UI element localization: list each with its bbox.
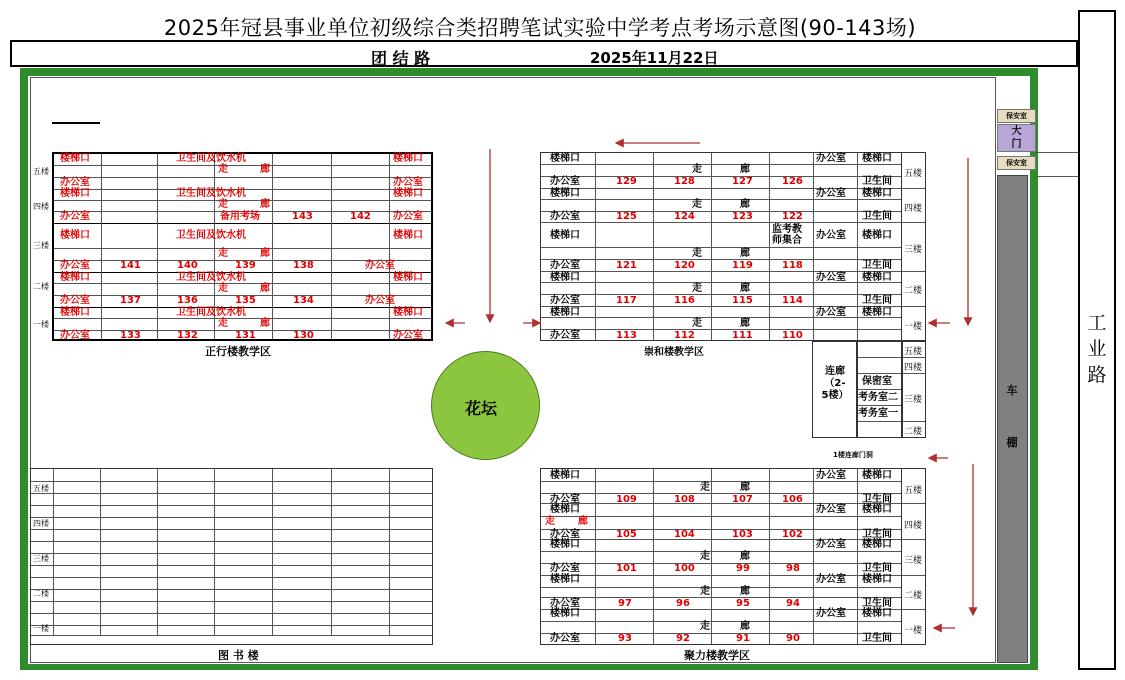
- ch-floor-4: 四楼: [904, 204, 923, 214]
- zx2-corr-a: 走: [218, 283, 228, 294]
- jl3-stairs: 楼梯口: [550, 574, 580, 585]
- room-131: 131: [235, 330, 256, 341]
- jl-floor-1: 一楼: [904, 626, 923, 636]
- ch3-office-r: 办公室: [816, 230, 846, 241]
- room-110: 110: [782, 330, 803, 341]
- room-133: 133: [120, 330, 141, 341]
- jl3-stairs-r: 楼梯口: [862, 539, 892, 550]
- ch2-office-r: 办公室: [816, 272, 846, 283]
- room-123: 123: [732, 211, 753, 222]
- lib-floor-2: 二楼: [33, 589, 49, 598]
- zx2-office-left: 办公室: [60, 295, 90, 306]
- jl3-office: 办公室: [550, 563, 580, 574]
- jl2-corr-b: 廊: [740, 586, 750, 597]
- room-98: 98: [786, 563, 800, 574]
- room-93: 93: [618, 633, 632, 644]
- room-107: 107: [732, 494, 753, 505]
- ch2-wc: 卫生间: [862, 295, 892, 306]
- jl1-office-r: 办公室: [816, 608, 846, 619]
- zx4-backup-room: 备用考场: [220, 211, 260, 222]
- room-92: 92: [676, 633, 690, 644]
- exam-date: 2025年11月22日: [590, 49, 719, 67]
- jl5-stairs-2: 楼梯口: [550, 504, 580, 515]
- room-114: 114: [782, 295, 803, 306]
- room-140: 140: [177, 260, 198, 271]
- ch4-corr-a: 走: [692, 199, 702, 210]
- exam-office-1: 考务室二: [858, 392, 898, 403]
- ch3-stairs: 楼梯口: [550, 230, 580, 241]
- lib-floor-4: 四楼: [33, 519, 49, 528]
- car-shed-label: 车 棚: [1006, 384, 1018, 449]
- ch5-stairs-r: 楼梯口: [862, 153, 892, 164]
- ch3-corr-b: 廊: [740, 248, 750, 259]
- room-127: 127: [732, 176, 753, 187]
- ch3-office: 办公室: [550, 260, 580, 271]
- room-102: 102: [782, 529, 803, 540]
- zx5-office-right: 办公室: [393, 177, 423, 188]
- jl1-corr-b: 廊: [740, 621, 750, 632]
- jl-floor-3: 三楼: [904, 556, 923, 566]
- room-97: 97: [618, 598, 632, 609]
- lib-floor-5: 五楼: [33, 484, 49, 493]
- guard-room-south: 保安室: [997, 156, 1036, 170]
- jl4-corr-b: 廊: [578, 516, 588, 527]
- room-129: 129: [616, 176, 637, 187]
- jl5-corr-b: 廊: [740, 482, 750, 493]
- ch5-corr-a: 走: [692, 164, 702, 175]
- jl5-office: 办公室: [550, 494, 580, 505]
- room-135: 135: [235, 295, 256, 306]
- ch4-wc: 卫生间: [862, 211, 892, 222]
- lib-floor-3: 三楼: [33, 554, 49, 563]
- jl3-corr-b: 廊: [740, 551, 750, 562]
- lib-floor-1: 一楼: [33, 624, 49, 633]
- connector-label: 连廊 （2- 5楼）: [821, 366, 849, 401]
- room-117: 117: [616, 295, 637, 306]
- ch5-office: 办公室: [550, 176, 580, 187]
- jl4-office-r: 办公室: [816, 504, 846, 515]
- room-132: 132: [177, 330, 198, 341]
- zx5-corr-a: 走: [218, 164, 228, 175]
- ch2-corr-b: 廊: [740, 283, 750, 294]
- room-124: 124: [674, 211, 695, 222]
- room-100: 100: [674, 563, 695, 574]
- room-139: 139: [235, 260, 256, 271]
- zx2-stairs-left: 楼梯口: [60, 272, 90, 283]
- zx3-wc: 卫生间及饮水机: [176, 230, 246, 241]
- page-title: 2025年冠县事业单位初级综合类招聘笔试实验中学考点考场示意图(90-143场): [163, 16, 917, 40]
- room-113: 113: [616, 330, 637, 341]
- jl2-stairs: 楼梯口: [550, 608, 580, 619]
- ch1-stairs: 楼梯口: [550, 307, 580, 318]
- room-120: 120: [674, 260, 695, 271]
- zx-floor-2: 二楼: [33, 282, 49, 291]
- room-138: 138: [293, 260, 314, 271]
- room-95: 95: [736, 598, 750, 609]
- zx5-stairs-left: 楼梯口: [60, 153, 90, 164]
- room-121: 121: [616, 260, 637, 271]
- room-136: 136: [177, 295, 198, 306]
- room-90: 90: [786, 633, 800, 644]
- zx1-office-right: 办公室: [393, 330, 423, 341]
- room-103: 103: [732, 529, 753, 540]
- ch3-invigilator: 监考教 师集合: [772, 224, 802, 246]
- room-119: 119: [732, 260, 753, 271]
- zx3-stairs-left: 楼梯口: [60, 230, 90, 241]
- zx4-stairs-right: 楼梯口: [393, 188, 423, 199]
- jl5-corr-a: 走: [700, 482, 710, 493]
- zx1-office-left: 办公室: [60, 330, 90, 341]
- room-141: 141: [120, 260, 141, 271]
- zx4-office-left: 办公室: [60, 211, 90, 222]
- ch2-stairs: 楼梯口: [550, 272, 580, 283]
- zx4-corr-b: 廊: [260, 199, 270, 210]
- jl4-stairs: 楼梯口: [550, 539, 580, 550]
- ch-floor-2: 二楼: [904, 286, 923, 296]
- main-gate: 大 门: [997, 124, 1036, 152]
- room-111: 111: [732, 330, 753, 341]
- room-130: 130: [293, 330, 314, 341]
- room-137: 137: [120, 295, 141, 306]
- jl4-wc: 卫生间: [862, 529, 892, 540]
- room-99: 99: [736, 563, 750, 574]
- zx2-wc: 卫生间及饮水机: [176, 272, 246, 283]
- room-118: 118: [782, 260, 803, 271]
- ch4-office: 办公室: [550, 211, 580, 222]
- zx-floor-4: 四楼: [33, 202, 49, 211]
- zx3-office-right: 办公室: [365, 260, 395, 271]
- zx1-stairs-right: 楼梯口: [393, 307, 423, 318]
- room-125: 125: [616, 211, 637, 222]
- room-105: 105: [616, 529, 637, 540]
- flower-bed-label: 花坛: [465, 399, 498, 418]
- ch-floor-1: 一楼: [904, 322, 923, 332]
- room-128: 128: [674, 176, 695, 187]
- zx1-stairs-left: 楼梯口: [60, 307, 90, 318]
- jl5-stairs: 楼梯口: [550, 470, 580, 481]
- ch1-corr-a: 走: [692, 318, 702, 329]
- zx1-wc: 卫生间及饮水机: [176, 307, 246, 318]
- jl3-office-r: 办公室: [816, 539, 846, 550]
- room-104: 104: [674, 529, 695, 540]
- ch2-corr-a: 走: [692, 283, 702, 294]
- ch1-office: 办公室: [550, 330, 580, 341]
- ch4-stairs: 楼梯口: [550, 188, 580, 199]
- ch3-wc: 卫生间: [862, 260, 892, 271]
- jl1-wc: 卫生间: [862, 633, 892, 644]
- zx-floor-5: 五楼: [33, 167, 49, 176]
- eo-floor-4: 四楼: [904, 363, 923, 373]
- room-122: 122: [782, 211, 803, 222]
- zx4-stairs-left: 楼梯口: [60, 188, 90, 199]
- room-142: 142: [350, 211, 371, 222]
- zx4-corr-a: 走: [218, 199, 228, 210]
- ch4-corr-b: 廊: [740, 199, 750, 210]
- ch5-stairs: 楼梯口: [550, 153, 580, 164]
- eo-floor-5: 五楼: [904, 347, 923, 357]
- tuanjie-road-label: 团 结 路: [371, 49, 431, 68]
- jl1-stairs-r: 楼梯口: [862, 608, 892, 619]
- ch1-corr-b: 廊: [740, 318, 750, 329]
- ch5-wc: 卫生间: [862, 176, 892, 187]
- ch1-office-r: 办公室: [816, 307, 846, 318]
- jl-floor-5: 五楼: [904, 486, 923, 496]
- jl5-wc: 卫生间: [862, 494, 892, 505]
- room-101: 101: [616, 563, 637, 574]
- zx-floor-1: 一楼: [33, 320, 49, 329]
- jl-floor-2: 二楼: [904, 591, 923, 601]
- zx3-office-left: 办公室: [60, 260, 90, 271]
- eo-floor-2: 二楼: [904, 427, 923, 437]
- secret-room: 保密室: [862, 376, 892, 387]
- room-91: 91: [736, 633, 750, 644]
- room-115: 115: [732, 295, 753, 306]
- room-112: 112: [674, 330, 695, 341]
- jl1-office: 办公室: [550, 633, 580, 644]
- ch5-corr-b: 廊: [740, 164, 750, 175]
- zx-floor-3: 三楼: [33, 241, 49, 250]
- jl2-corr-a: 走: [700, 586, 710, 597]
- ch4-office-r: 办公室: [816, 188, 846, 199]
- jl2-office-r: 办公室: [816, 574, 846, 585]
- ch2-office: 办公室: [550, 295, 580, 306]
- zx5-wc: 卫生间及饮水机: [176, 153, 246, 164]
- zx4-wc: 卫生间及饮水机: [176, 188, 246, 199]
- jl4-corr-a: 走: [545, 516, 555, 527]
- ch2-stairs-r: 楼梯口: [862, 272, 892, 283]
- zx3-corr-b: 廊: [260, 248, 270, 259]
- room-143: 143: [292, 211, 313, 222]
- zx2-corr-b: 廊: [260, 283, 270, 294]
- chonghe-building-name: 崇和楼教学区: [644, 347, 704, 358]
- ch3-corr-a: 走: [692, 248, 702, 259]
- zx3-stairs-right: 楼梯口: [393, 230, 423, 241]
- room-108: 108: [674, 494, 695, 505]
- ch4-stairs-r: 楼梯口: [862, 188, 892, 199]
- ch-floor-5: 五楼: [904, 169, 923, 179]
- room-126: 126: [782, 176, 803, 187]
- room-116: 116: [674, 295, 695, 306]
- zx1-corr-a: 走: [218, 318, 228, 329]
- jl3-corr-a: 走: [700, 551, 710, 562]
- guard-room-north: 保安室: [997, 109, 1036, 123]
- ch3-stairs-r: 楼梯口: [862, 230, 892, 241]
- zx2-office-right: 办公室: [365, 295, 395, 306]
- ch-floor-3: 三楼: [904, 245, 923, 255]
- zx5-corr-b: 廊: [260, 164, 270, 175]
- jl4-office: 办公室: [550, 529, 580, 540]
- jl2-wc: 卫生间: [862, 598, 892, 609]
- gongye-road-label: 工 业 路: [1087, 312, 1107, 386]
- jl2-office: 办公室: [550, 598, 580, 609]
- library-building-name: 图 书 楼: [218, 649, 259, 662]
- juli-building-name: 聚力楼教学区: [684, 649, 750, 662]
- zhengxing-building-name: 正行楼教学区: [205, 345, 271, 358]
- eo-floor-3: 三楼: [904, 395, 923, 405]
- jl5-stairs-r: 楼梯口: [862, 470, 892, 481]
- ch1-stairs-r: 楼梯口: [862, 307, 892, 318]
- 1f-corridor-doorway: 1楼连廊门洞: [833, 451, 873, 459]
- room-96: 96: [676, 598, 690, 609]
- ch5-office-r: 办公室: [816, 153, 846, 164]
- jl3-wc: 卫生间: [862, 563, 892, 574]
- exam-office-2: 考务室一: [858, 408, 898, 419]
- room-134: 134: [293, 295, 314, 306]
- jl5-office-r: 办公室: [816, 470, 846, 481]
- jl2-stairs-r: 楼梯口: [862, 574, 892, 585]
- room-109: 109: [616, 494, 637, 505]
- zx5-stairs-right: 楼梯口: [393, 153, 423, 164]
- zx1-corr-b: 廊: [260, 318, 270, 329]
- jl1-corr-a: 走: [700, 621, 710, 632]
- room-106: 106: [782, 494, 803, 505]
- zx2-stairs-right: 楼梯口: [393, 272, 423, 283]
- zx3-corr-a: 走: [218, 248, 228, 259]
- zx4-office-right: 办公室: [393, 211, 423, 222]
- room-94: 94: [786, 598, 800, 609]
- jl-floor-4: 四楼: [904, 521, 923, 531]
- jl4-stairs-r: 楼梯口: [862, 504, 892, 515]
- zx5-office-left: 办公室: [60, 177, 90, 188]
